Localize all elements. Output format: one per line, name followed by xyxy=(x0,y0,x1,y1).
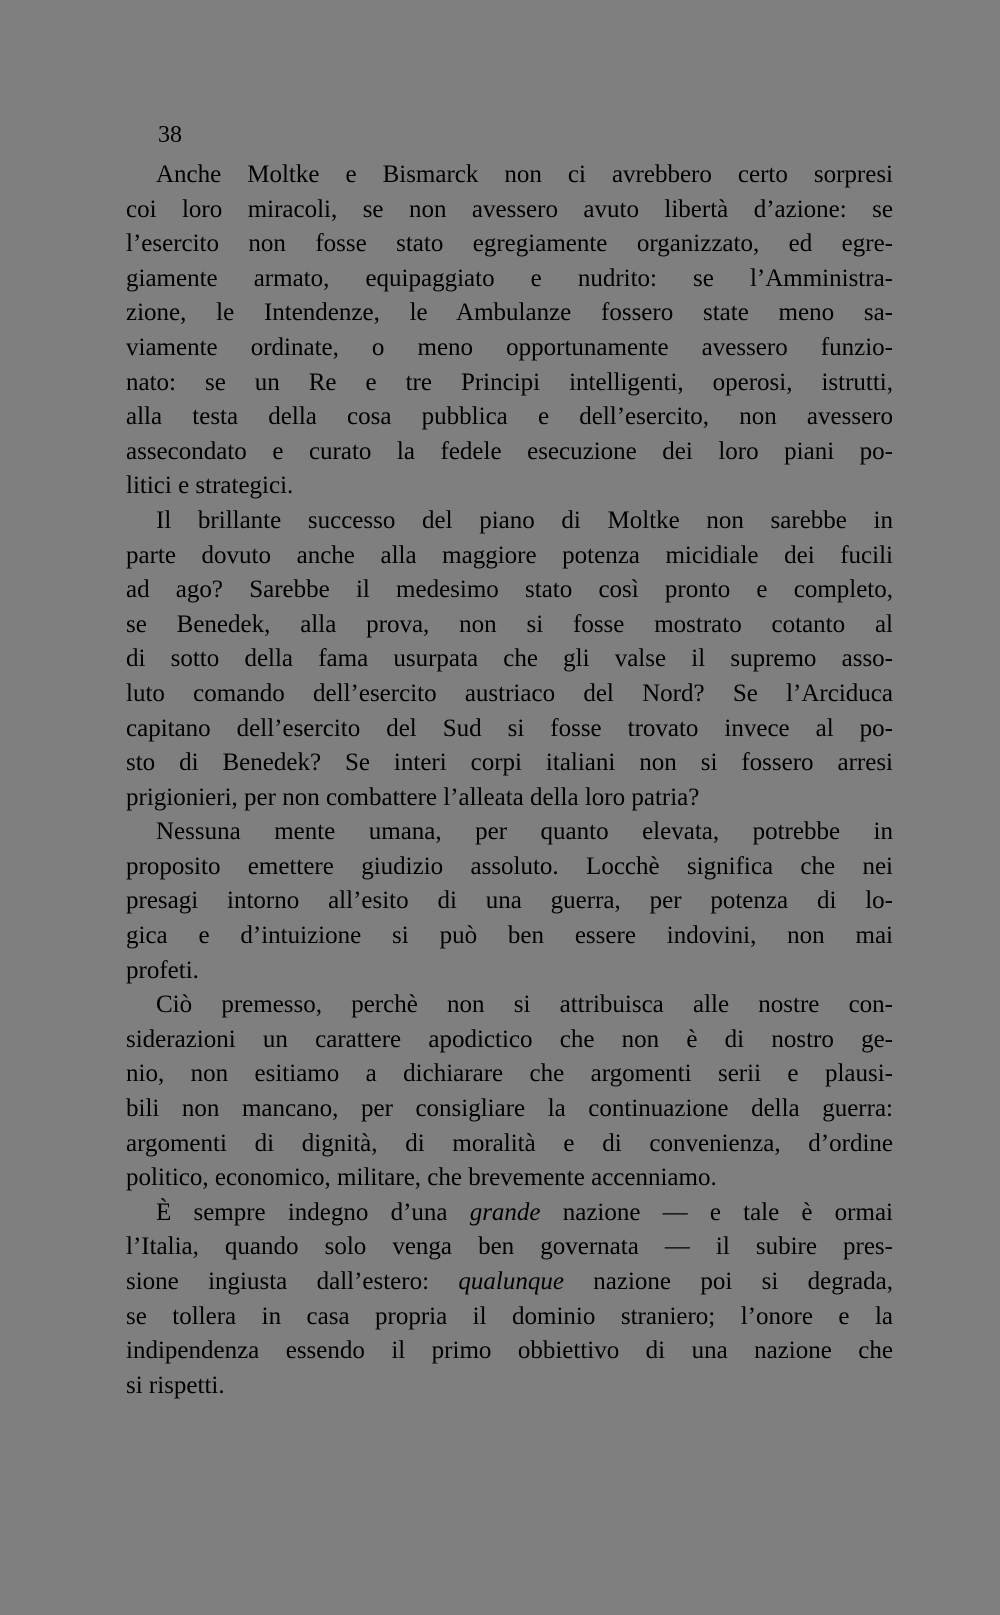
text-line-content: coi loro miracoli, se non avessero avuto libertà d’azione: se xyxy=(126,195,893,223)
text-line-content: zione, le Intendenze, le Ambulanze fossero state meno sa- xyxy=(126,299,893,327)
text-line xyxy=(126,1092,893,1127)
text-line xyxy=(126,781,893,816)
text-line xyxy=(126,366,893,401)
text-line-content: nato: se un Re e tre Principi intelligenti, operosi, istrutti, xyxy=(126,368,893,396)
text-line-content: politico, economico, militare, che brevemente accenniamo. xyxy=(126,1164,717,1192)
text-line-content: alla testa della cosa pubblica e dell’esercito, non avessero xyxy=(126,403,893,431)
text-line xyxy=(126,1127,893,1162)
text-fragment: nazione poi si degrada, xyxy=(563,1268,893,1295)
text-fragment: È sempre indegno d’una xyxy=(156,1198,470,1226)
italic-word: grande xyxy=(469,1198,541,1226)
text-line xyxy=(126,988,893,1023)
text-line-content: gica e d’intuizione si può ben essere indovini, non mai xyxy=(126,922,893,950)
italic-word: qualunque xyxy=(458,1268,564,1295)
text-line-content: viamente ordinate, o meno opportunamente avessero funzio- xyxy=(126,333,893,361)
text-line xyxy=(126,1334,893,1369)
text-line xyxy=(126,850,893,885)
text-line-content: Anche Moltke e Bismarck non ci avrebbero certo sorpresi xyxy=(156,161,893,188)
text-line xyxy=(126,608,893,643)
text-line xyxy=(126,712,893,747)
text-line xyxy=(126,1230,893,1265)
text-line-content: indipendenza essendo il primo obbiettivo di una nazione che xyxy=(126,1337,893,1365)
text-line xyxy=(126,400,893,435)
text-line xyxy=(126,573,893,608)
text-line xyxy=(126,158,893,193)
text-line xyxy=(126,815,893,850)
text-line xyxy=(126,677,893,712)
text-fragment: sione ingiusta dall’estero: xyxy=(126,1268,459,1295)
text-line-content: se Benedek, alla prova, non si fosse mostrato cotanto al xyxy=(126,610,893,638)
text-line-content: l’Italia, quando solo venga ben governata — il subire pres- xyxy=(126,1233,893,1261)
text-line-content: ad ago? Sarebbe il medesimo stato così pronto e completo, xyxy=(126,576,893,604)
text-line xyxy=(126,1196,893,1231)
text-line xyxy=(126,227,893,262)
text-line xyxy=(126,1300,893,1335)
text-line xyxy=(126,1057,893,1092)
text-line-content: assecondato e curato la fedele esecuzione dei loro piani po- xyxy=(126,437,893,465)
text-line-content: capitano dell’esercito del Sud si fosse trovato invece al po- xyxy=(126,714,893,742)
text-line-content: bili non mancano, per consigliare la continuazione della guerra: xyxy=(126,1095,893,1123)
text-line xyxy=(126,642,893,677)
text-line xyxy=(126,919,893,954)
text-line xyxy=(126,1161,893,1196)
text-line-content: proposito emettere giudizio assoluto. Locchè significa che nei xyxy=(126,852,893,880)
text-line-content: presagi intorno all’esito di una guerra, per potenza di lo- xyxy=(126,887,893,915)
text-line-content: l’esercito non fosse stato egregiamente organizzato, ed egre- xyxy=(126,230,893,258)
text-fragment: nazione — e tale è ormai xyxy=(540,1198,893,1226)
page-number: 38 xyxy=(158,122,182,148)
text-line xyxy=(126,469,893,504)
text-line xyxy=(126,435,893,470)
text-line xyxy=(126,504,893,539)
text-line-content: litici e strategici. xyxy=(126,472,294,500)
text-line xyxy=(126,262,893,297)
text-line-content: prigionieri, per non combattere l’alleata della loro patria? xyxy=(126,783,700,811)
text-line xyxy=(126,331,893,366)
text-line-content: profeti. xyxy=(126,956,199,984)
text-line-content: Nessuna mente umana, per quanto elevata, potrebbe in xyxy=(156,818,893,846)
body-text xyxy=(126,158,893,1403)
text-line xyxy=(126,1369,893,1404)
text-line xyxy=(126,296,893,331)
text-line xyxy=(126,539,893,574)
text-line-content: sto di Benedek? Se interi corpi italiani non si fossero arresi xyxy=(126,749,893,777)
text-line-content: parte dovuto anche alla maggiore potenza micidiale dei fucili xyxy=(126,541,893,569)
text-line-content xyxy=(126,1265,893,1300)
text-line-content: siderazioni un carattere apodictico che non è di nostro ge- xyxy=(126,1025,893,1053)
text-line-content: si rispetti. xyxy=(126,1371,225,1399)
text-line-content: di sotto della fama usurpata che gli valse il supremo asso- xyxy=(126,645,893,673)
text-line-content: luto comando dell’esercito austriaco del Nord? Se l’Arciduca xyxy=(126,679,893,707)
text-line xyxy=(126,1265,893,1300)
text-line-content: Il brillante successo del piano di Moltke non sarebbe in xyxy=(156,506,893,534)
text-line-content: nio, non esitiamo a dichiarare che argomenti serii e plausi- xyxy=(126,1060,893,1088)
text-line-content: Ciò premesso, perchè non si attribuisca alle nostre con- xyxy=(156,991,893,1019)
text-line-content xyxy=(156,1196,893,1231)
text-line-content: giamente armato, equipaggiato e nudrito: se l’Amministra- xyxy=(126,264,893,292)
text-line xyxy=(126,884,893,919)
text-line-content: argomenti di dignità, di moralità e di convenienza, d’ordine xyxy=(126,1129,893,1157)
text-line xyxy=(126,193,893,228)
text-line xyxy=(126,1023,893,1058)
text-line-content: se tollera in casa propria il dominio straniero; l’onore e la xyxy=(126,1302,893,1330)
text-line xyxy=(126,954,893,989)
text-line xyxy=(126,746,893,781)
